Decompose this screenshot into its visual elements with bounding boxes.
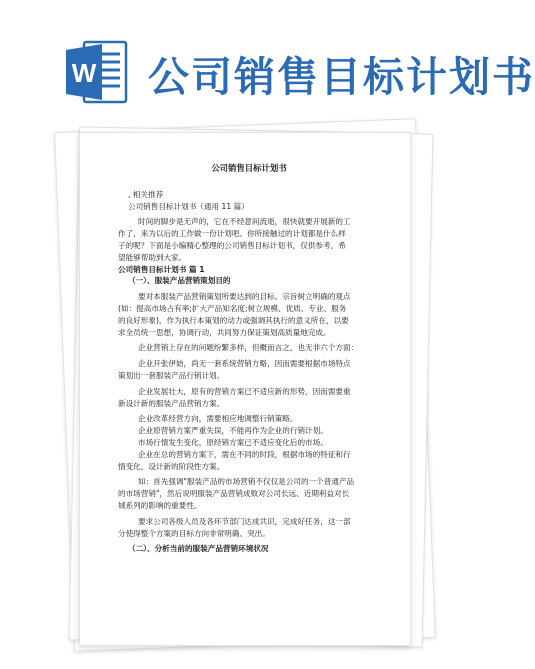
document-line: 企业原营销方案严重失误，不能再作为企业的行销计划。 [138, 426, 328, 436]
document-line: , 相关推荐 [128, 189, 164, 199]
document-line: 情变化，设计新的阶段性方案。 [118, 461, 225, 471]
word-document-icon [64, 38, 128, 106]
banner-title: 公司销售目标计划书 [148, 53, 535, 101]
document-line: 求全员统一思想，协调行动，共同努力保证策划高质量地完成。 [118, 327, 331, 337]
document-line: 要对本服装产品营销策划所要达到的目标、宗旨树立明确的观点 [138, 292, 351, 302]
document-line: 要求公司各级人员及各环节部门达成共识，完成好任务，这一部 [138, 516, 351, 526]
document-line: 的良好形象)，作为执行本策划的动力或强调其执行的意义所在，以要 [118, 315, 349, 325]
document-page [79, 132, 411, 646]
document-line: 公司销售目标计划书（通用 11 篇） [128, 201, 249, 211]
document-line: 子的呢？下面是小编精心整理的公司销售目标计划书，仅供参考，希 [118, 240, 346, 250]
document-line: 时间的脚步是无声的，它在不经意间流逝，很快就要开展新的工 [138, 217, 351, 227]
document-line: 企业在总的营销方案下，需在不同的时段，根据市场的特征和行 [138, 449, 351, 459]
document-line: 分使得整个方案的目标方向非常明确、突出。 [118, 528, 270, 538]
document-line: 的市场营销"，然后说明服装产品营销成败对公司长远、近期利益对长 [118, 489, 350, 499]
document-line: 企业营销上存在的问题纷繁多样，但概而言之，也无非六个方面： [138, 343, 359, 353]
document-line: 城系列的影响的重要性。 [118, 500, 202, 510]
document-line: （一）、服装产品营销策划目的 [128, 276, 231, 286]
banner [0, 0, 535, 118]
document-body [118, 163, 380, 555]
document-line: 企业改革经营方向，需要相应地调整行销策略。 [138, 414, 298, 424]
document-line: 企业开张伊始，尚无一套系统营销方略，因而需要根据市场特点 [138, 359, 351, 369]
document-line: 市场行情发生变化，原经销方案已不适应变化后的市场。 [138, 437, 328, 447]
document-line: 新设计新的服装产品营销方案。 [118, 398, 225, 408]
document-line: 作了，来为以后的工作做一份计划吧。你所接触过的计划都是什么样 [118, 229, 346, 239]
document-line: 企业发展壮大，原有的营销方案已不适应新的形势，因而需要重 [138, 386, 351, 396]
document-line: 望能够帮助到大家。 [118, 252, 187, 262]
document-line: 如：首先强调"服装产品的市场营销不仅仅是公司的一个普通产品 [138, 477, 355, 487]
document-line: （二）、分析当前的服装产品营销环境状况 [128, 544, 269, 554]
document-line: 公司销售目标计划书 篇 1 [118, 264, 205, 274]
document-line: 策划出一套服装产品行销计划。 [118, 370, 225, 380]
document-line: (如：提高市场占有率;扩大产品知名度;树立规模、优质、专业、服务 [118, 303, 347, 313]
document-lines [118, 189, 380, 555]
document-title: 公司销售目标计划书 [211, 163, 287, 173]
word-icon-letter: W [71, 58, 97, 88]
